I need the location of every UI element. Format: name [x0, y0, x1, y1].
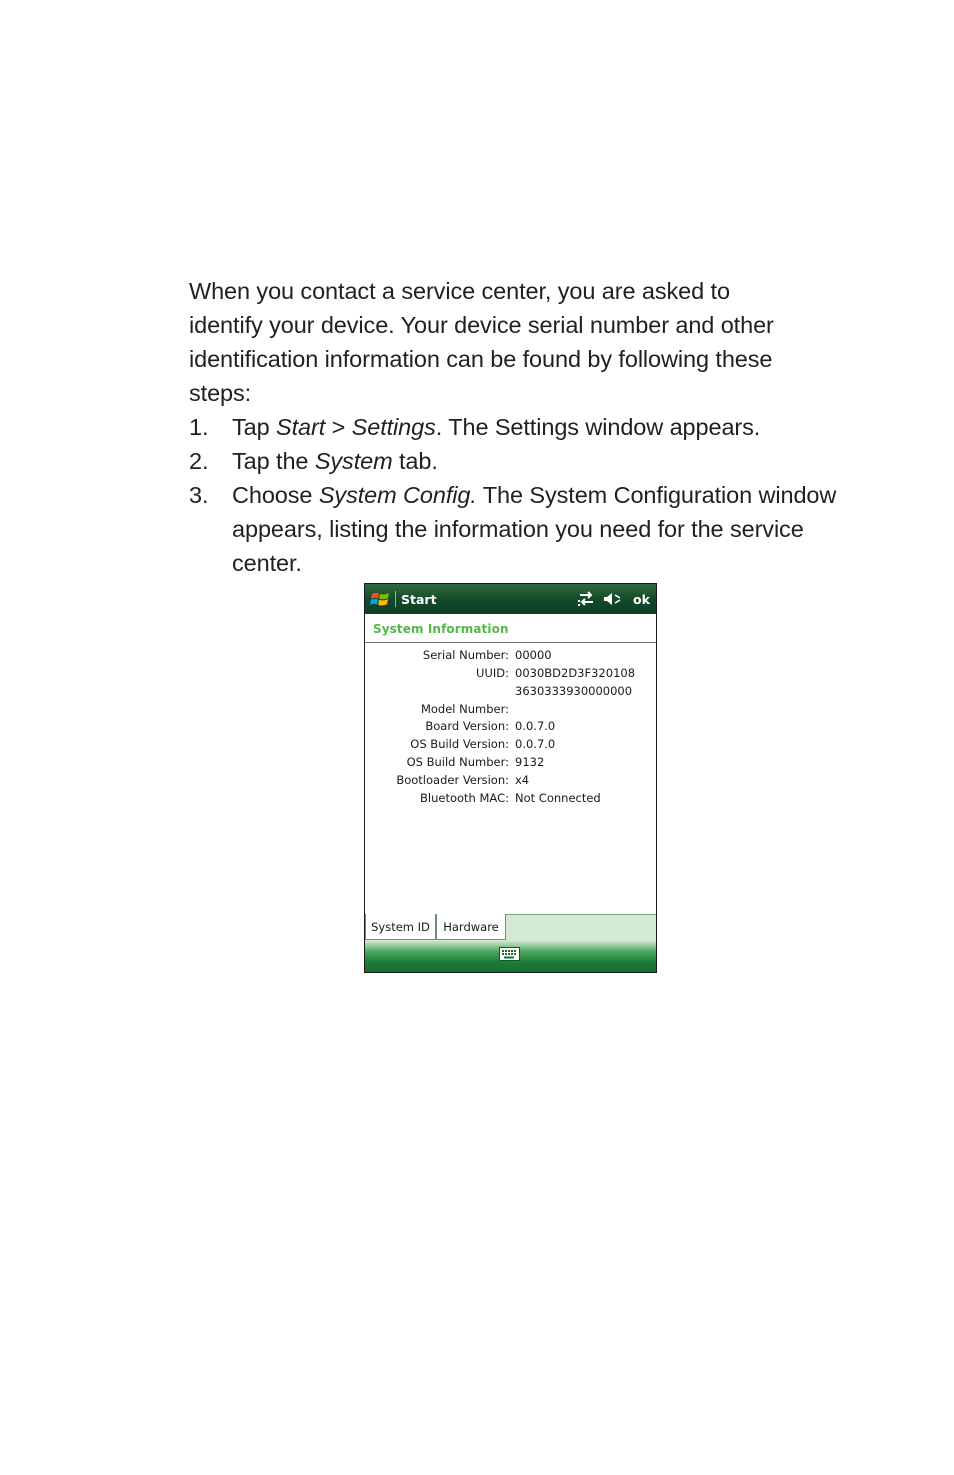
document-body [189, 274, 849, 580]
start-label[interactable]: Start [401, 592, 437, 607]
info-row-bootloader-version [365, 773, 656, 791]
step-text [232, 478, 849, 580]
intro-line: identify your device. Your device serial number and other [189, 312, 774, 338]
section-title: System Information [373, 622, 509, 636]
step-3 [189, 478, 849, 580]
intro-line: When you contact a service center, you are asked to [189, 278, 730, 304]
step-text [232, 444, 849, 478]
step-text-part: Tap [232, 414, 277, 440]
info-value: 0030BD2D3F320108 [515, 666, 636, 680]
step-text-part: > [325, 414, 352, 440]
info-value: 00000 [515, 648, 552, 662]
info-label: Board Version: [425, 719, 509, 733]
step-1 [189, 410, 849, 444]
info-label: Bootloader Version: [396, 773, 509, 787]
info-value: 0.0.7.0 [515, 737, 556, 751]
title-bar [365, 584, 656, 614]
soft-key-bar [365, 940, 656, 972]
step-text [232, 410, 849, 444]
step-text-part: tab. [392, 448, 438, 474]
step-text-part: appears, listing the information you need for the service [232, 516, 804, 542]
info-label: Serial Number: [422, 648, 509, 662]
step-text-part: Choose [232, 482, 319, 508]
info-row-serial-number [365, 648, 656, 666]
title-separator [395, 591, 396, 607]
info-label: UUID: [476, 666, 509, 680]
info-value: x4 [515, 773, 530, 787]
info-label: Bluetooth MAC: [420, 791, 509, 805]
intro-line: steps: [189, 380, 252, 406]
section-header [365, 614, 656, 643]
step-emphasis: System Config. [318, 482, 477, 508]
info-value: 0.0.7.0 [515, 719, 556, 733]
volume-muted-icon[interactable] [603, 591, 623, 607]
ok-button[interactable]: ok [633, 592, 650, 607]
info-label: OS Build Version: [410, 737, 509, 751]
step-emphasis: Settings [351, 414, 436, 440]
info-row-uuid [365, 666, 656, 684]
step-2 [189, 444, 849, 478]
info-row-bluetooth-mac [365, 791, 656, 809]
step-number: 2. [189, 448, 209, 474]
intro-paragraph [189, 274, 849, 410]
step-text-part: center. [232, 550, 302, 576]
windows-start-icon[interactable] [370, 589, 391, 609]
tab-strip [365, 914, 656, 941]
info-row-os-build-version [365, 737, 656, 755]
info-value: Not Connected [515, 791, 601, 805]
step-text-part: Tap the [232, 448, 315, 474]
keyboard-icon[interactable] [499, 947, 520, 961]
step-text-part: The System Configuration window [476, 482, 837, 508]
info-label: Model Number: [420, 702, 509, 716]
connectivity-icon[interactable] [578, 591, 595, 607]
intro-line: identification information can be found by following these [189, 346, 773, 372]
info-row-os-build-number [365, 755, 656, 773]
info-value: 9132 [515, 755, 545, 769]
tab-system-id[interactable]: System ID [365, 914, 436, 940]
step-emphasis: Start [276, 414, 326, 440]
info-row-model-number [365, 702, 656, 720]
info-row-uuid-continued [365, 684, 656, 702]
device-screenshot [364, 583, 657, 973]
step-number: 1. [189, 414, 209, 440]
step-text-part: . The Settings window appears. [435, 414, 761, 440]
tab-hardware[interactable]: Hardware [436, 914, 506, 940]
step-number: 3. [189, 482, 209, 508]
info-value: 3630333930000000 [515, 684, 633, 698]
step-emphasis: System [314, 448, 393, 474]
info-label: OS Build Number: [406, 755, 509, 769]
info-row-board-version [365, 719, 656, 737]
